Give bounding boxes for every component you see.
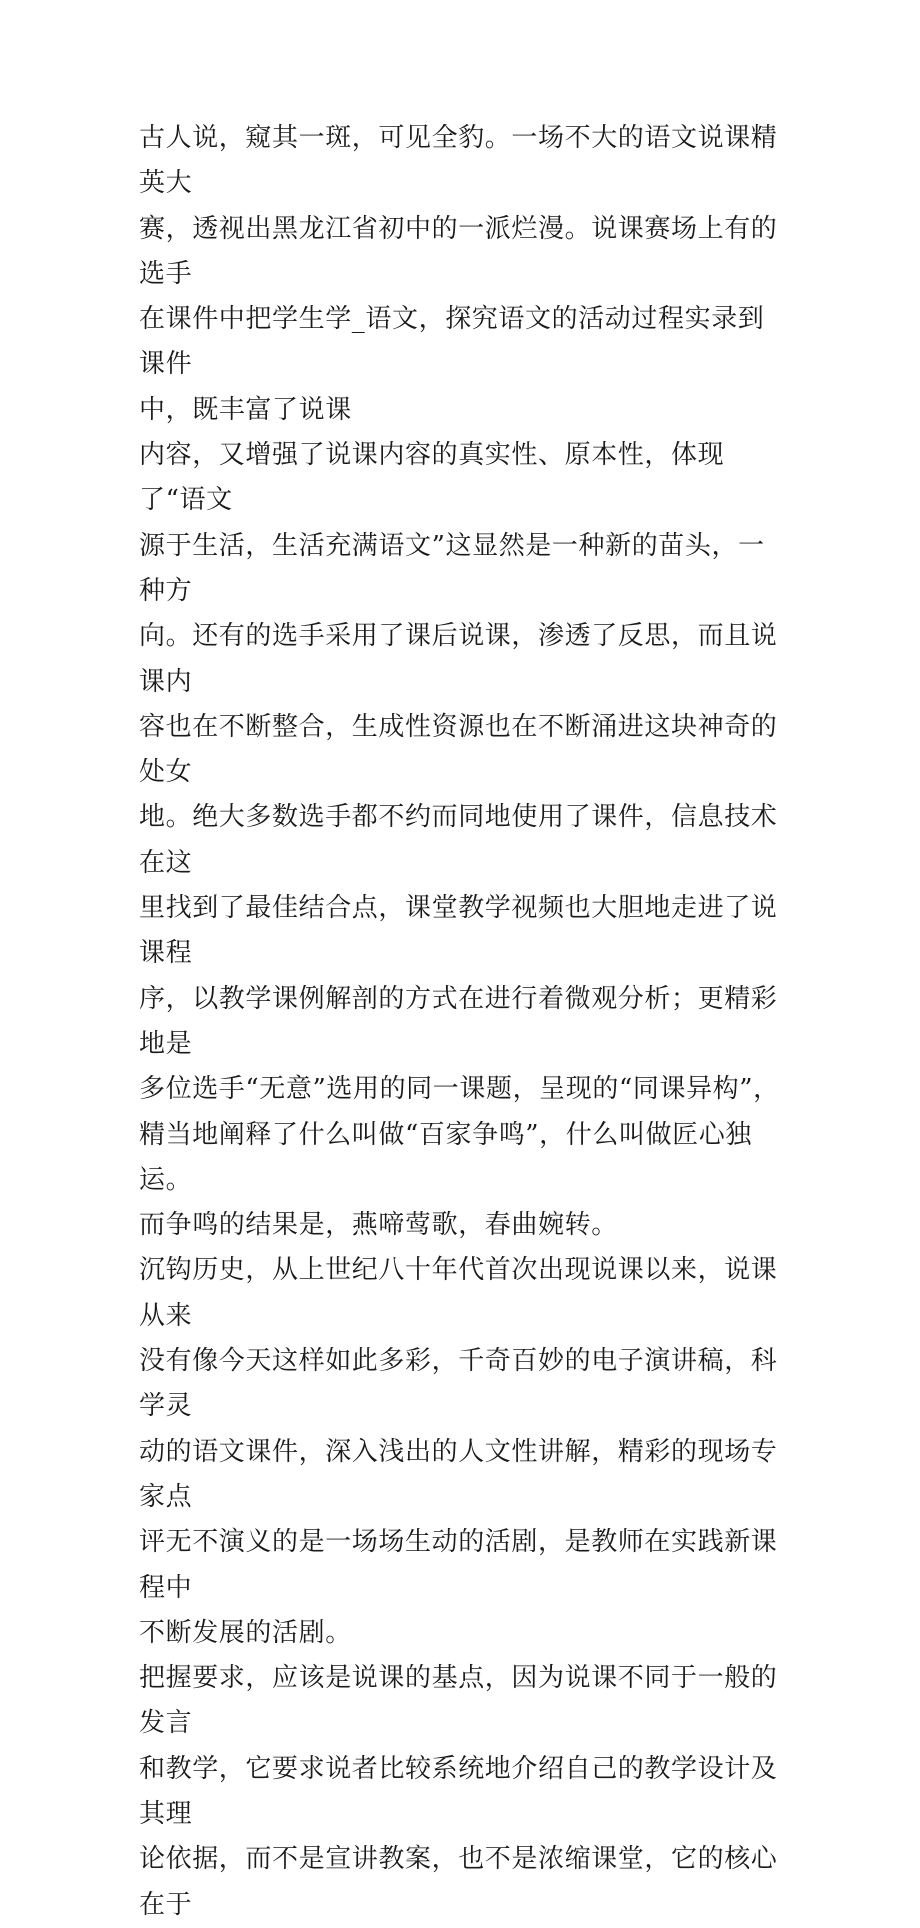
- paragraph-3: 沉钩历史，从上世纪八十年代首次出现说课以来，说课从来 没有像今天这样如此多彩，千奇百妙的电子演讲稿，科学灵 动的语文课件，深入浅出的人文性讲解，精彩的现场专家点 评无不演义的是一场场生动的活剧，是教师在实践新课程中 不断发展的活剧。: [139, 1255, 778, 1648]
- paragraph-2: 内容，又增强了说课内容的真实性、原本性，体现了“语文 源于生活，生活充满语文”这显然是一种新的苗头，一种方 向。还有的选手采用了课后说课，渗透了反思，而且说课内 容也在不断整合，生成性资源也在不断涌进这块神奇的处女 地。绝大多数选手都不约而同地使用了课件，信息技术在这 里找到了最佳结合点，课堂教学视频也大胆地走进了说课程 序，以教学课例解剖的方式在进行着微观分析；更精彩地是 多位选手“无意”选用的同一课题，呈现的“同课异构”， 精当地阐释了什么叫做“百家争鸣”，什么叫做匠心独运。 而争鸣的结果是，燕啼莺歌，春曲婉转。: [139, 440, 780, 1241]
- document-body: [139, 116, 784, 1928]
- paragraph-1: 古人说，窥其一斑，可见全豹。一场不大的语文说课精英大 赛，透视出黑龙江省初中的一派烂漫。说课赛场上有的选手 在课件中把学生学_语文，探究语文的活动过程实录到课件 中，既丰富了说课: [139, 123, 778, 425]
- paragraph-4: 把握要求，应该是说课的基点，因为说课不同于一般的发言 和教学，它要求说者比较系统地介绍自己的教学设计及其理 论依据，而不是宣讲教案，也不是浓缩课堂，它的核心在于: [139, 1663, 778, 1920]
